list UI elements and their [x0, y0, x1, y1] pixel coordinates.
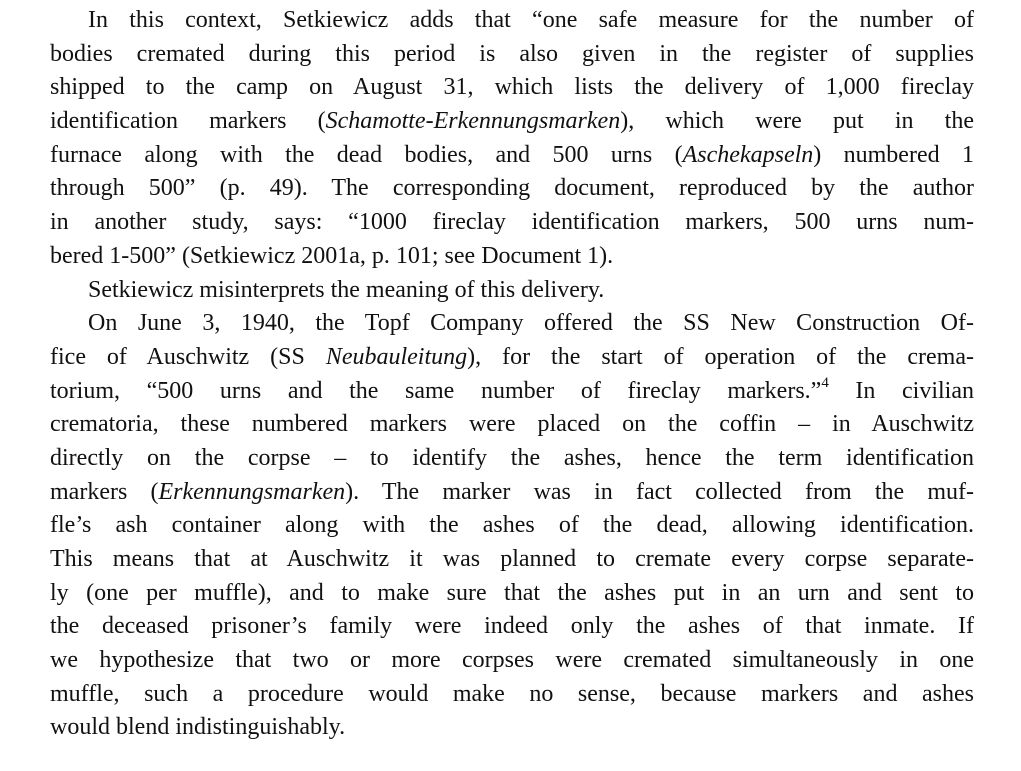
text-segment: markers (	[50, 478, 159, 505]
text-segment: through 500” (p. 49). The corresponding document, reproduced by the author	[50, 175, 974, 202]
text-segment: Setkiewicz misinterprets the meaning of this delivery.	[88, 276, 605, 303]
text-segment: directly on the corpse – to identify the ashes, hence the term identification	[50, 444, 974, 471]
text-segment: muffle, such a procedure would make no sense, because markers and ashes	[50, 680, 974, 707]
text-line	[50, 71, 974, 105]
text-segment: fice of Auschwitz (SS	[50, 343, 326, 370]
text-line	[50, 408, 974, 442]
text-line	[50, 442, 974, 476]
text-segment: ly (one per muffle), and to make sure that the ashes put in an urn and sent to	[50, 579, 974, 606]
text-segment: we hypothesize that two or more corpses were cremated simultaneously in one	[50, 647, 974, 674]
text-segment: torium, “500 urns and the same number of fireclay markers.”	[50, 377, 822, 404]
paragraph	[50, 307, 974, 745]
text-segment: crematoria, these numbered markers were placed on the coffin – in Auschwitz	[50, 411, 974, 438]
text-line	[50, 644, 974, 678]
text-line	[50, 577, 974, 611]
text-segment: ), which were put in the	[620, 108, 974, 135]
text-line	[50, 476, 974, 510]
text-line	[50, 274, 974, 308]
document-page	[50, 4, 974, 745]
italic-term: Schamotte-Erkennungsmarken	[325, 108, 621, 135]
text-segment: On June 3, 1940, the Topf Company offered the SS New Construction Of-	[88, 310, 974, 337]
italic-term: Neubauleitung	[325, 343, 468, 370]
paragraph	[50, 4, 974, 274]
text-line	[50, 307, 974, 341]
italic-term: Erkennungsmarken	[158, 478, 346, 505]
text-segment: ), for the start of operation of the crema-	[467, 343, 974, 370]
text-line	[50, 341, 974, 375]
text-line	[50, 4, 974, 38]
text-line	[50, 543, 974, 577]
text-line	[50, 105, 974, 139]
text-segment: In civilian	[828, 377, 974, 404]
text-line	[50, 375, 974, 409]
footnote-marker: 4	[821, 374, 829, 391]
text-line	[50, 678, 974, 712]
text-line	[50, 172, 974, 206]
text-line	[50, 206, 974, 240]
text-line	[50, 240, 974, 274]
text-segment: ) numbered 1	[813, 141, 974, 168]
text-segment: bered 1-500” (Setkiewicz 2001a, p. 101; see Document 1).	[50, 242, 614, 269]
text-line	[50, 711, 974, 745]
text-segment: This means that at Auschwitz it was planned to cremate every corpse separate-	[50, 546, 974, 572]
italic-term: Aschekapseln	[682, 141, 814, 168]
text-segment: bodies cremated during this period is also given in the register of supplies	[50, 40, 974, 67]
text-segment: fle’s ash container along with the ashes of the dead, allowing identification.	[50, 512, 974, 539]
text-line	[50, 38, 974, 72]
text-segment: would blend indistinguishably.	[50, 714, 346, 741]
text-segment: the deceased prisoner’s family were indeed only the ashes of that inmate. If	[50, 613, 974, 640]
text-segment: shipped to the camp on August 31, which lists the delivery of 1,000 fireclay	[50, 74, 974, 101]
text-line	[50, 509, 974, 543]
text-segment: ). The marker was in fact collected from the muf-	[345, 478, 974, 505]
text-line	[50, 610, 974, 644]
text-segment: identification markers (	[50, 108, 326, 135]
text-segment: In this context, Setkiewicz adds that “one safe measure for the number of	[88, 7, 974, 33]
text-line	[50, 139, 974, 173]
text-segment: in another study, says: “1000 fireclay identification markers, 500 urns num-	[50, 209, 974, 236]
text-segment: furnace along with the dead bodies, and 500 urns (	[50, 141, 683, 168]
paragraph	[50, 274, 974, 308]
